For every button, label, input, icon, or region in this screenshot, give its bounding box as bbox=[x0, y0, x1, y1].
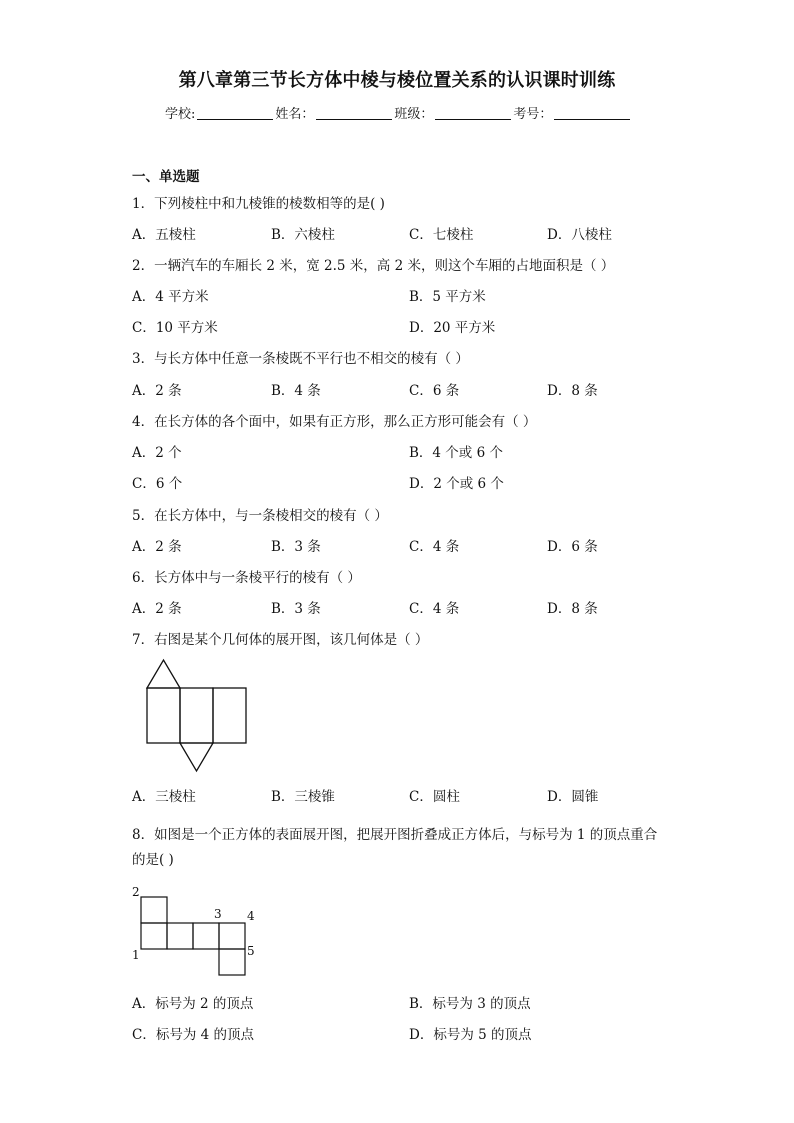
question-2-stem: 2．一辆汽车的车厢长 2 米，宽 2.5 米，高 2 米，则这个车厢的占地面积是（ ） bbox=[132, 258, 615, 274]
net-face-2 bbox=[180, 688, 213, 743]
page-title: 第八章第三节长方体中棱与棱位置关系的认识课时训练 bbox=[178, 70, 616, 91]
net-triangle-top bbox=[147, 660, 180, 688]
cube-face-1 bbox=[141, 923, 167, 949]
prism-net-figure bbox=[140, 656, 252, 776]
class-label: 班级： bbox=[394, 107, 434, 122]
net-triangle-bottom bbox=[180, 743, 213, 771]
question-8-option-a[interactable]: A．标号为 2 的顶点 bbox=[132, 996, 254, 1012]
question-2-option-c[interactable]: C．10 平方米 bbox=[132, 320, 218, 336]
vertex-label-3: 3 bbox=[214, 907, 222, 921]
question-2-option-b[interactable]: B．5 平方米 bbox=[409, 289, 486, 305]
cube-net-diagram bbox=[128, 880, 268, 980]
question-8-option-b[interactable]: B．标号为 3 的顶点 bbox=[409, 996, 531, 1012]
cube-face-4 bbox=[219, 923, 245, 949]
vertex-label-5: 5 bbox=[247, 944, 255, 958]
question-8-option-c[interactable]: C．标号为 4 的顶点 bbox=[132, 1027, 255, 1043]
question-6-option-d[interactable]: D．8 条 bbox=[547, 601, 598, 617]
question-7-option-c[interactable]: C．圆柱 bbox=[409, 789, 460, 805]
question-4-option-c[interactable]: C．6 个 bbox=[132, 476, 183, 492]
net-face-3 bbox=[213, 688, 246, 743]
number-label: 考号： bbox=[513, 107, 553, 122]
question-2-option-d[interactable]: D．20 平方米 bbox=[409, 320, 496, 336]
name-blank[interactable] bbox=[316, 105, 392, 120]
question-6-option-a[interactable]: A．2 条 bbox=[132, 601, 182, 617]
cube-face-top bbox=[141, 897, 167, 923]
question-3-option-b[interactable]: B．4 条 bbox=[271, 383, 321, 399]
question-3-option-d[interactable]: D．8 条 bbox=[547, 383, 598, 399]
net-face-1 bbox=[147, 688, 180, 743]
class-blank[interactable] bbox=[435, 105, 511, 120]
cube-face-3 bbox=[193, 923, 219, 949]
question-5-option-d[interactable]: D．6 条 bbox=[547, 539, 598, 555]
question-3-stem: 3．与长方体中任意一条棱既不平行也不相交的棱有（ ） bbox=[132, 351, 469, 367]
school-label: 学校: bbox=[165, 107, 196, 122]
question-5-option-a[interactable]: A．2 条 bbox=[132, 539, 182, 555]
cube-net-figure bbox=[128, 880, 268, 980]
question-1-stem: 1．下列棱柱中和九棱锥的棱数相等的是( ) bbox=[132, 196, 385, 212]
question-4-stem: 4．在长方体的各个面中，如果有正方形，那么正方形可能会有（ ） bbox=[132, 414, 537, 430]
number-blank[interactable] bbox=[554, 105, 630, 120]
question-5-option-b[interactable]: B．3 条 bbox=[271, 539, 321, 555]
question-7-option-a[interactable]: A．三棱柱 bbox=[132, 789, 196, 805]
question-1-option-c[interactable]: C．七棱柱 bbox=[409, 227, 474, 243]
question-7-stem: 7．右图是某个几何体的展开图，该几何体是（ ） bbox=[132, 632, 429, 648]
triangular-prism-net-diagram bbox=[140, 656, 252, 776]
question-6-option-b[interactable]: B．3 条 bbox=[271, 601, 321, 617]
section-heading: 一、单选题 bbox=[132, 169, 200, 185]
vertex-label-4: 4 bbox=[247, 909, 255, 923]
question-4-option-b[interactable]: B．4 个或 6 个 bbox=[409, 445, 503, 461]
school-blank[interactable] bbox=[197, 105, 273, 120]
question-2-option-a[interactable]: A．4 平方米 bbox=[132, 289, 209, 305]
question-3-option-a[interactable]: A．2 条 bbox=[132, 383, 182, 399]
question-4-option-a[interactable]: A．2 个 bbox=[132, 445, 182, 461]
question-7-option-b[interactable]: B．三棱锥 bbox=[271, 789, 335, 805]
question-4-option-d[interactable]: D．2 个或 6 个 bbox=[409, 476, 504, 492]
question-6-stem: 6．长方体中与一条棱平行的棱有（ ） bbox=[132, 570, 361, 586]
question-6-option-c[interactable]: C．4 条 bbox=[409, 601, 460, 617]
name-label: 姓名： bbox=[275, 107, 315, 122]
cube-face-2 bbox=[167, 923, 193, 949]
question-7-option-d[interactable]: D．圆锥 bbox=[547, 789, 599, 805]
question-5-option-c[interactable]: C．4 条 bbox=[409, 539, 460, 555]
question-1-option-b[interactable]: B．六棱柱 bbox=[271, 227, 335, 243]
cube-face-bottom bbox=[219, 949, 245, 975]
question-8-stem: 8．如图是一个正方体的表面展开图，把展开图折叠成正方体后，与标号为 1 的顶点重合的是( ) bbox=[132, 827, 658, 868]
question-1-option-a[interactable]: A．五棱柱 bbox=[132, 227, 196, 243]
question-8-option-d[interactable]: D．标号为 5 的顶点 bbox=[409, 1027, 532, 1043]
question-5-stem: 5．在长方体中，与一条棱相交的棱有（ ） bbox=[132, 508, 388, 524]
vertex-label-1: 1 bbox=[132, 948, 140, 962]
question-1-option-d[interactable]: D．八棱柱 bbox=[547, 227, 612, 243]
vertex-label-2: 2 bbox=[132, 885, 140, 899]
question-3-option-c[interactable]: C．6 条 bbox=[409, 383, 460, 399]
student-info-line bbox=[165, 103, 632, 122]
